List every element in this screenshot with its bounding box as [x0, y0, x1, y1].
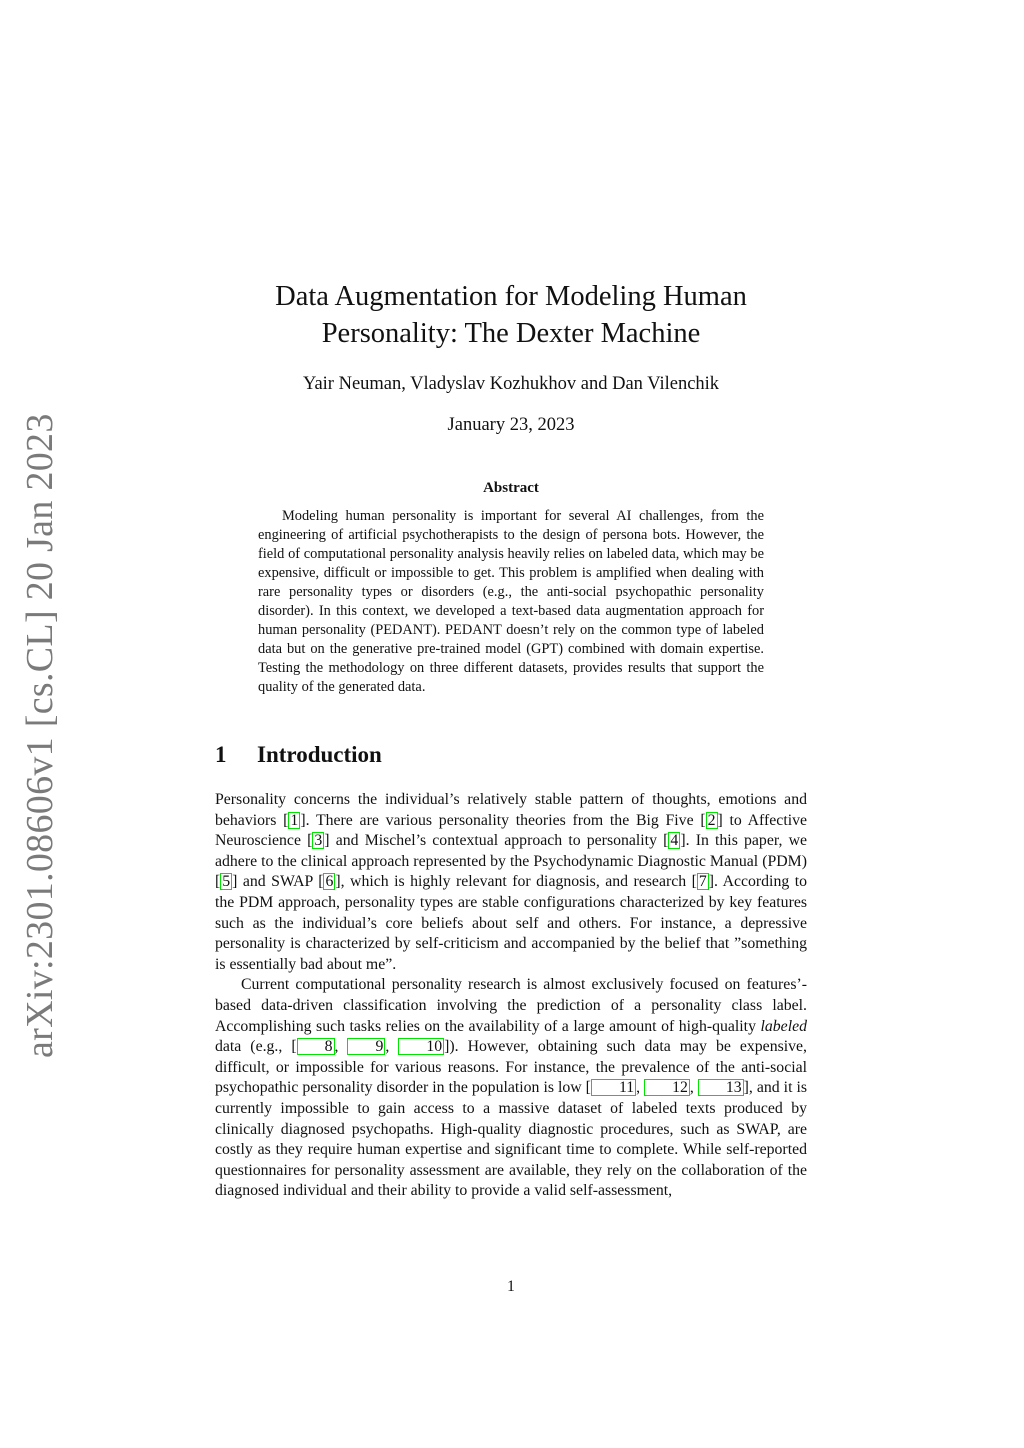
- citation-group: [ 4 ]: [663, 832, 686, 850]
- text-run: . According to the PDM approach, personality types are stable configurations characterized by key features such as the individual’s core beliefs about self and others. For instance, a depressive personality is characterized by self-criticism and accompanied by the belief that ”something is essentially bad about me”.: [215, 873, 807, 973]
- text-run: and SWAP: [237, 873, 319, 891]
- citation-link[interactable]: 2: [707, 811, 716, 829]
- text-run: , which is highly relevant for diagnosis, and research: [340, 873, 692, 891]
- citation-group: [ 5 ]: [215, 873, 238, 891]
- title-line-1: Data Augmentation for Modeling Human: [275, 281, 747, 312]
- text-run: and Mischel’s contextual approach to personality: [329, 832, 664, 850]
- citation-group: [ 2 ]: [700, 811, 723, 829]
- citation-group: [ 11 , 12 , 13 ]: [585, 1079, 749, 1097]
- text-run: Current computational personality research is almost exclusively focused on features’-based data-driven classification involving the prediction of a personality class label. Accomplishing such tasks relies on the availability of a large amount of high-quality: [215, 976, 807, 1035]
- publication-date: January 23, 2023: [447, 415, 575, 435]
- citation-group: [ 1 ]: [283, 811, 306, 829]
- text-run: . In this paper, we adhere to the clinical approach represented by the Psychodynamic Diagnostic Manual (PDM): [215, 832, 807, 870]
- citation-link[interactable]: 13: [698, 1079, 744, 1096]
- emphasis-labeled: labeled: [760, 1017, 807, 1035]
- citation-link[interactable]: 12: [644, 1079, 690, 1096]
- paper-title: [215, 278, 807, 352]
- paragraph-2: [215, 975, 807, 1202]
- citation-group: [ 7 ]: [691, 873, 715, 891]
- text-run: , and it is currently impossible to gain access to a massive dataset of labeled texts produced by clinically diagnosed psychopaths. High-quality diagnostic procedures, such as SWAP, are costly as they require human expertise and significant time to complete. While self-reported questionnaires for personality assessment are available, they rely on the collaboration of the diagnosed individual and their ability to provide a valid self-assessment,: [215, 1079, 807, 1200]
- citation-link[interactable]: 10: [398, 1038, 444, 1055]
- section-number: 1: [215, 742, 227, 767]
- citation-group: [ 3 ]: [307, 832, 330, 850]
- citation-group: [ 8 , 9 , 10 ]: [291, 1038, 450, 1056]
- abstract-text: Modeling human personality is important for several AI challenges, from the engineering of artificial psychotherapists to the design of persona bots. However, the field of computational personality analysis heavily relies on labeled data, which may be expensive, difficult or impossible to get. This problem is amplified when dealing with rare personality types or disorders (e.g., the anti-social psychopathic personality disorder). In this context, we developed a text-based data augmentation approach for human personality (PEDANT). PEDANT doesn’t rely on the common type of labeled data but on the generative pre-trained model (GPT) combined with domain expertise. Testing the methodology on three different datasets, provides results that support the quality of the generated data.: [258, 508, 764, 695]
- text-run: . There are various personality theories from the Big Five: [305, 811, 701, 829]
- title-line-2: Personality: The Dexter Machine: [321, 318, 701, 349]
- text-run: data (e.g.,: [215, 1038, 292, 1056]
- page-number: 1: [507, 1278, 515, 1295]
- abstract-heading: Abstract: [483, 480, 539, 496]
- text-run: to Affective Neuroscience: [215, 811, 808, 850]
- section-title: Introduction: [257, 742, 382, 767]
- citation-link[interactable]: 7: [698, 873, 707, 891]
- citation-group: [ 6 ]: [318, 873, 341, 891]
- citation-link[interactable]: 8: [297, 1038, 335, 1055]
- text-run: Personality concerns the individual’s relatively stable pattern of thoughts, emotions and behaviors: [215, 791, 807, 829]
- paragraph-1: [215, 790, 807, 975]
- section-heading-introduction: [215, 742, 382, 768]
- citation-link[interactable]: 11: [591, 1079, 636, 1096]
- citation-link[interactable]: 6: [325, 873, 334, 891]
- introduction-body: [215, 790, 807, 1202]
- citation-link[interactable]: 9: [347, 1038, 385, 1055]
- arxiv-identifier-stamp: arXiv:2301.08606v1 [cs.CL] 20 Jan 2023: [19, 413, 61, 1058]
- citation-link[interactable]: 4: [670, 832, 679, 850]
- citation-link[interactable]: 1: [290, 811, 299, 829]
- citation-link[interactable]: 3: [314, 832, 323, 850]
- text-run: ). However, obtaining such data may be expensive, difficult, or impossible for various reasons. For instance, the prevalence of the anti-social psychopathic personality disorder in the population is low: [215, 1038, 807, 1097]
- citation-link[interactable]: 5: [222, 873, 231, 891]
- author-list: Yair Neuman, Vladyslav Kozhukhov and Dan Vilenchik: [302, 374, 720, 394]
